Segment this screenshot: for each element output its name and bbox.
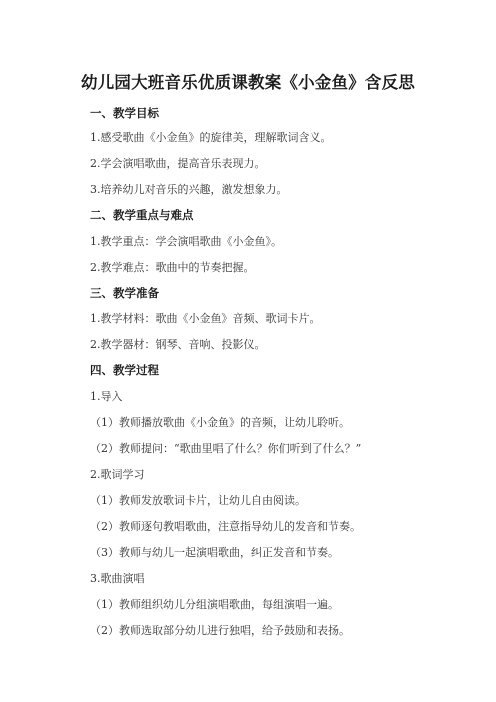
paragraph-line: （2）教师提问：“歌曲里唱了什么？你们听到了什么？” [90,442,362,455]
paragraph-line: 1.教学材料：歌曲《小金鱼》音频、歌词卡片。 [90,312,321,325]
paragraph-line: 1.导入 [90,390,123,403]
paragraph-line: 2.歌词学习 [90,468,145,481]
document-title: 幼儿园大班音乐优质课教案《小金鱼》含反思 [81,73,415,92]
paragraph-line: （2）教师逐句教唱歌曲，注意指导幼儿的发音和节奏。 [90,520,361,533]
section-heading-focus: 二、教学重点与难点 [90,208,194,222]
paragraph-line: （2）教师选取部分幼儿进行独唱，给予鼓励和表扬。 [90,624,350,637]
paragraph-line: 1.感受歌曲《小金鱼》的旋律美，理解歌词含义。 [90,131,332,144]
paragraph-line: （1）教师发放歌词卡片，让幼儿自由阅读。 [90,494,306,507]
paragraph-line: 1.教学重点：学会演唱歌曲《小金鱼》。 [90,235,282,248]
paragraph-line: 3.歌曲演唱 [90,572,145,585]
section-heading-goals: 一、教学目标 [90,106,159,120]
paragraph-line: 2.教学器材：钢琴、音响、投影仪。 [90,338,266,351]
section-heading-preparation: 三、教学准备 [90,286,159,300]
paragraph-line: （3）教师与幼儿一起演唱歌曲，纠正发音和节奏。 [90,546,339,559]
paragraph-line: 2.教学难点：歌曲中的节奏把握。 [90,261,255,274]
paragraph-line: （1）教师组织幼儿分组演唱歌曲，每组演唱一遍。 [90,598,339,611]
paragraph-line: （1）教师播放歌曲《小金鱼》的音频，让幼儿聆听。 [90,416,350,429]
paragraph-line: 2.学会演唱歌曲，提高音乐表现力。 [90,157,266,170]
paragraph-line: 3.培养幼儿对音乐的兴趣，激发想象力。 [90,183,288,196]
section-heading-process: 四、教学过程 [90,363,159,377]
